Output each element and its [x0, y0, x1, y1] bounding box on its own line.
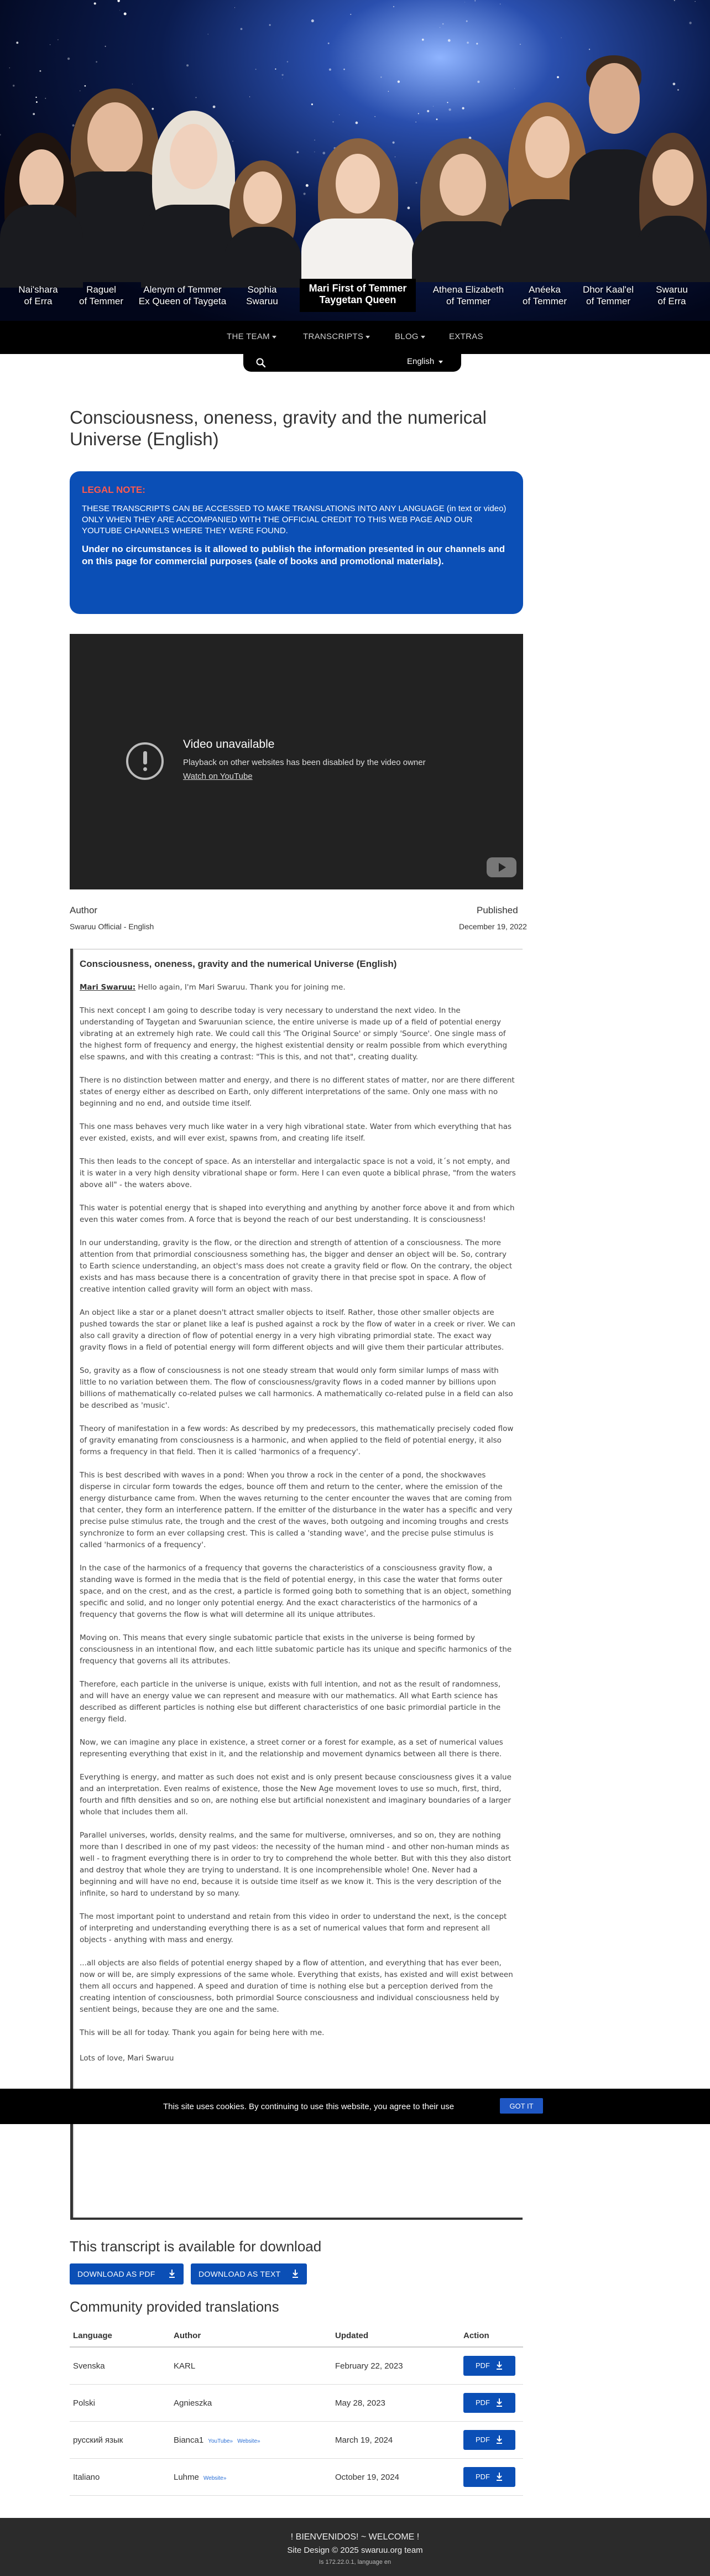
page-title: Consciousness, oneness, gravity and the numerical Universe (English): [70, 407, 487, 449]
published-date: December 19, 2022: [459, 922, 527, 931]
author-link[interactable]: YouTube»: [208, 2438, 233, 2444]
transcript-paragraph: So, gravity as a flow of consciousness is not one steady stream that would only form similar lumps of mass with little to no variation between them. The flow of consciousness/gravity flows in a coded manner by billions upon billions of mathematically co-related pulses we call harmonics. A mathematically co-related pulse in a field can also be described as 'music'.: [80, 1366, 513, 1410]
chevron-down-icon: [366, 336, 370, 339]
transcript-paragraph: This water is potential energy that is shaped into everything and anything by another force above it and from which even this water comes from. A force that is beyond the reach of our best understanding. It is consciousness!: [80, 1204, 515, 1224]
language-cell: Svenska: [70, 2347, 170, 2385]
star: [269, 24, 271, 26]
transcript-signoff: Lots of love, Mari Swaruu: [80, 2054, 174, 2063]
portrait-sophia: [224, 160, 301, 288]
star: [67, 58, 70, 60]
star: [275, 69, 276, 70]
star: [561, 38, 562, 39]
chevron-down-icon: [421, 336, 425, 339]
author-cell: [170, 2459, 332, 2496]
footer-credit: Site Design © 2025 swaruu.org team: [287, 2546, 423, 2555]
download-icon: [169, 2270, 175, 2278]
table-row: [70, 2385, 523, 2422]
legal-note-warning: Under no circumstances is it allowed to publish the information presented in our channels and on this page for commercial purposes (sale of books and promotional materials).: [82, 544, 505, 566]
author-link[interactable]: Website»: [203, 2475, 227, 2481]
crew-name-naishara: Nai'shara of Erra: [18, 284, 58, 306]
video-unavailable-message: Playback on other websites has been disabled by the video owner: [183, 758, 426, 767]
crew-name-athena: Athena Elizabeth of Temmer: [432, 284, 504, 306]
star: [673, 82, 676, 85]
author-name: Bianca1: [174, 2435, 204, 2445]
search-icon[interactable]: [255, 357, 267, 368]
published-label: Published: [477, 905, 518, 915]
download-pdf-label: DOWNLOAD AS PDF: [77, 2270, 155, 2278]
nav-blog[interactable]: [395, 332, 425, 341]
star: [195, 97, 196, 98]
youtube-logo-icon[interactable]: [487, 857, 516, 877]
pdf-download-button[interactable]: [463, 2356, 515, 2376]
crew-name-raguel: Raguel of Temmer: [79, 284, 123, 306]
footer: [0, 2518, 710, 2576]
crew-name-sophia: Sophia Swaruu: [246, 284, 278, 306]
portrait-swaruu: [636, 122, 710, 282]
star: [447, 102, 448, 103]
language-cell: Polski: [70, 2385, 170, 2422]
star: [241, 28, 243, 30]
author-cell: [170, 2347, 332, 2385]
star: [448, 108, 451, 111]
star: [329, 69, 331, 71]
star: [462, 107, 464, 110]
language-cell: Italiano: [70, 2459, 170, 2496]
download-icon: [497, 2473, 502, 2481]
star: [467, 41, 469, 44]
star: [422, 39, 424, 41]
legal-note-box: [70, 471, 523, 614]
transcript-paragraph: This will be all for today. Thank you again for being here with me.: [80, 2028, 325, 2037]
chevron-down-icon: [438, 361, 443, 363]
star: [589, 49, 590, 50]
nav-the-team-label: THE TEAM: [227, 332, 270, 341]
star: [117, 0, 120, 2]
pdf-download-button[interactable]: [463, 2467, 515, 2487]
transcript-article: [70, 949, 523, 2220]
table-row: [70, 2459, 523, 2496]
author-value: Swaruu Official - English: [70, 922, 154, 931]
legal-note-title: LEGAL NOTE:: [82, 485, 145, 495]
star: [442, 23, 444, 25]
star: [296, 151, 299, 153]
author-name: KARL: [174, 2361, 196, 2371]
star: [328, 43, 330, 44]
author-name: Luhme: [174, 2472, 199, 2482]
star: [281, 74, 283, 76]
star: [16, 41, 18, 44]
language-cell: русский язык: [70, 2422, 170, 2459]
transcript-paragraph: This next concept I am going to describe today is very necessary to understand the next video. In the understanding of Taygetan and Swaruunian science, the entire universe is made up of a field of potential energy vibrating at an extremely high rate. We could call this 'The Original Source' or simply 'Source'. One single mass of the highest form of frequency and energy, the highest existential density or realm possible from which everything else spawns, and with this creating a contrast: "This is this, and not that", creating duality.: [80, 1006, 508, 1061]
column-header: Action: [460, 2324, 523, 2347]
main-navbar: [0, 321, 710, 354]
portrait-naishara: [0, 89, 83, 288]
star: [39, 70, 41, 72]
action-cell: [460, 2347, 523, 2385]
translations-table-body: [70, 2347, 523, 2496]
star: [466, 20, 468, 22]
cookie-accept-button[interactable]: GOT IT: [500, 2098, 543, 2114]
star: [477, 81, 479, 83]
star: [94, 2, 96, 4]
star: [674, 0, 675, 1]
star: [350, 14, 351, 15]
star: [105, 46, 106, 47]
star: [677, 89, 679, 91]
star: [213, 106, 216, 108]
star: [476, 43, 478, 44]
star: [418, 113, 419, 114]
action-cell: [460, 2422, 523, 2459]
author-name: Agnieszka: [174, 2398, 212, 2408]
crew-name-dhor-kaalel: Dhor Kaal'el of Temmer: [582, 284, 634, 306]
transcript-paragraph: Everything is energy, and matter as such does not exist and is only present because consciousness gives it a value and an interpretation. Even realms of existence, those the New Age movement loves to use so much, first, third, fourth and fifth densities and so on, are nothing else but artificial nonexistent and imaginary boundaries of a larger whole that includes them all.: [80, 1773, 511, 1817]
download-icon: [497, 2436, 502, 2444]
star: [557, 76, 559, 79]
column-header: Language: [70, 2324, 170, 2347]
transcript-paragraph: The most important point to understand and retain from this video in order to understand the next, is the concept of interpreting and understanding everything there is as a set of numerical values that form and represent all objects - anything with mass and energy.: [80, 1912, 507, 1944]
author-cell: [170, 2385, 332, 2422]
star: [393, 142, 395, 144]
video-unavailable-title: Video unavailable: [183, 738, 275, 751]
star: [689, 22, 691, 24]
star: [13, 85, 15, 87]
nav-extras-label: EXTRAS: [449, 332, 483, 341]
video-embed[interactable]: [70, 634, 523, 889]
nav-blog-label: BLOG: [395, 332, 419, 341]
table-header-row: [70, 2324, 523, 2347]
pdf-download-button[interactable]: [463, 2393, 515, 2413]
crew-name-mari: Mari First of Temmer Taygetan Queen: [309, 283, 407, 305]
pdf-download-button[interactable]: [463, 2430, 515, 2450]
transcript-paragraph: In our understanding, gravity is the flow, or the direction and strength of attention of a consciousness. The more attention from that primordial consciousness something has, the bigger and denser an object will be. So, contrary to Earth science understanding, an object's mass does not create a gravity field or flow. On the contrary, the object exists and has mass because there is a concentration of gravity there in that precise spot in space. A flow of creative intention called gravity will form an object with mass.: [80, 1238, 513, 1294]
transcript-paragraph: Parallel universes, worlds, density realms, and the same for multiverse, omniverses, and so on, they are nothing more than I described in one of my past videos: the necessity of the human mind - and other non-human minds as well - to fragment everything there is in order to try to comprehend the whole better. But with this they also distort and destroy that whole they are trying to understand. It is one incomprehensible whole! One. Never had a beginning and will have no end, because it is outside time itself as we know it. This is the very description of the infinite, so hard to understand by so many.: [80, 1831, 511, 1898]
author-cell: [170, 2422, 332, 2459]
speaker-name: Mari Swaruu:: [80, 983, 136, 992]
star: [374, 116, 375, 117]
pdf-download-label: PDF: [476, 2398, 490, 2407]
transcript-paragraph: Therefore, each particle in the universe is unique, exists with full intention, and not as the result of randomness, and will have an energy value we can represent and measure with our mathematics. All what Earth science has described as different particles is nothing else but different characteristics of one basic primordial particle in the energy field.: [80, 1680, 501, 1724]
star: [427, 110, 429, 112]
table-row: [70, 2347, 523, 2385]
download-icon: [497, 2398, 502, 2407]
download-text-button[interactable]: [191, 2263, 307, 2284]
download-heading: This transcript is available for download: [70, 2238, 322, 2255]
action-cell: [460, 2459, 523, 2496]
download-icon: [497, 2361, 502, 2370]
updated-cell: May 28, 2023: [332, 2385, 460, 2422]
star: [119, 10, 120, 11]
star: [380, 76, 382, 77]
translations-table: [70, 2324, 523, 2496]
star: [474, 1, 476, 2]
star: [433, 106, 434, 107]
author-link[interactable]: Website»: [237, 2438, 260, 2444]
transcript-paragraph: ...all objects are also fields of potential energy shaped by a flow of attention, and everything that has ever been, now or will be, are simply expressions of the same whole. Everything that exists, has existed and will exist between them all occurs and happened. A speed and duration of time is nothing else but a perception derived from the creating intention of consciousness, both primordial Source consciousness and individual consciousness held by sentient beings, because they are one and the same.: [80, 1959, 513, 2014]
action-cell: [460, 2385, 523, 2422]
star: [356, 122, 358, 124]
nav-transcripts-label: TRANSCRIPTS: [303, 332, 364, 341]
column-header: Author: [170, 2324, 332, 2347]
download-icon: [293, 2270, 298, 2278]
transcript-paragraph: Now, we can imagine any place in existence, a street corner or a forest for example, as a set of numerical values representing everything that exist in it, and the relationship and movement dynamics between all there is there.: [80, 1738, 503, 1758]
portrait-mari: [301, 138, 415, 282]
star: [186, 64, 189, 66]
star: [124, 13, 127, 15]
transcript-paragraph: This one mass behaves very much like water in a very high vibrational state. Water from which everything that has ever existed, exists, and will ever exist, spawns from, and creating life itself.: [80, 1122, 512, 1143]
alert-icon: [126, 742, 164, 780]
author-label: Author: [70, 905, 98, 915]
transcript-paragraph: This is best described with waves in a pond: When you throw a rock in the center of a pond, the shockwaves disperse in circular form towards the edges, bounce off them and return to the center, where the emission of the energy disturbance came from. When the waves returning to the center encounter the waves that are coming from that center, they form an interference pattern. If the emitter of the disturbance in the water has a specific and very precise pulse stimulus rate, the trough and the crest of the waves, both outgoing and incoming troughs and crests synchronize to form an ever collapsing crest. This is called a 'standing wave', and the precise pulse stimulus is called 'harmonics of a frequency'.: [80, 1471, 513, 1549]
translations-heading: Community provided translations: [70, 2298, 279, 2315]
star: [249, 96, 250, 97]
column-header: Updated: [332, 2324, 460, 2347]
language-select[interactable]: [407, 357, 443, 366]
pdf-download-label: PDF: [476, 2361, 490, 2370]
transcript-paragraph: An object like a star or a planet doesn't attract smaller objects to itself. Rather, those other smaller objects are pushed towards the star or planet like a leaf is pushed against a rock by the flow of water in a creek or river. We can also call gravity a direction of flow of potential energy in a very high vibrating primordial state. The exact way gravity flows in a field of potential energy will form different objects and will give them their particular attributes.: [80, 1308, 515, 1352]
star: [0, 134, 1, 136]
updated-cell: February 22, 2023: [332, 2347, 460, 2385]
language-select-value: English: [407, 357, 435, 366]
star: [234, 7, 235, 8]
transcript-paragraph: Moving on. This means that every single subatomic particle that exists in the universe is being formed by consciousness in an intentional flow, and each little subatomic particle has its unique and specific harmonics of the frequency that governs all its attributes.: [80, 1633, 512, 1666]
legal-note-text: THESE TRANSCRIPTS CAN BE ACCESSED TO MAKE TRANSLATIONS INTO ANY LANGUAGE (in text or video) ONLY WHEN THEY ARE ACCOMPANIED WITH THE OFFICIAL CREDIT TO THIS WEB PAGE AND OUR YOUTUBE CHANNELS WHERE THEY WERE FOUND.: [82, 504, 507, 535]
crew-name-alenym: Alenym of Temmer Ex Queen of Taygeta: [138, 284, 227, 306]
transcript-paragraph: In the case of the harmonics of a frequency that governs the characteristics of a consciousness gravity flow, a standing wave is formed in the media that is the field of potential energy, in this case the water that forms outer space, and on the crest, and as the crest, a particle is formed going both to something that is an object, something specific and solid, and no longer only potential energy. And the exact characteristics of the harmonics of a frequency that governs the flow is what will determine all its unique attributes.: [80, 1564, 511, 1619]
featured-crew-box: [300, 279, 416, 312]
transcript-paragraph: Theory of manifestation in a few words: As described by my predecessors, this mathematically precisely coded flow of gravity emanating from consciousness is a harmonic, and when applied to the field of potential energy, it also forms a frequency in that field. Then it is called 'harmonics of a frequency'.: [80, 1424, 514, 1456]
nav-extras[interactable]: [449, 332, 483, 341]
star: [436, 118, 438, 120]
footer-info: Is 172.22.0.1, language en: [319, 2559, 391, 2565]
opening-line: Hello again, I'm Mari Swaruu. Thank you for joining me.: [135, 983, 346, 992]
star: [332, 121, 333, 122]
updated-cell: March 19, 2024: [332, 2422, 460, 2459]
star: [311, 103, 313, 105]
table-row: [70, 2422, 523, 2459]
star: [255, 69, 257, 70]
nav-the-team[interactable]: [227, 332, 276, 341]
star: [343, 69, 345, 70]
star: [393, 6, 394, 7]
updated-cell: October 19, 2024: [332, 2459, 460, 2496]
header-banner: [0, 0, 710, 321]
download-pdf-button[interactable]: [70, 2263, 184, 2284]
nav-transcripts[interactable]: [303, 332, 370, 341]
transcript-body: [80, 1005, 516, 2039]
crew-name-swaruu: Swaruu of Erra: [656, 284, 688, 306]
crew-name-aneeka: Anéeka of Temmer: [523, 284, 567, 306]
star: [9, 67, 10, 68]
watch-on-youtube-link[interactable]: Watch on YouTube: [183, 772, 253, 781]
cookie-message: This site uses cookies. By continuing to use this website, you agree to their use: [163, 2102, 455, 2111]
pdf-download-label: PDF: [476, 2436, 490, 2444]
transcript-paragraph: This then leads to the concept of space. As an interstellar and intergalactic space is not a void, it´s not empty, and it is water in a very high density vibrational shape or form. Here I can even quote a biblical phrase, "from the waters above all" - the waters above.: [80, 1157, 516, 1189]
star: [287, 61, 289, 63]
pdf-download-label: PDF: [476, 2473, 490, 2481]
transcript-heading: Consciousness, oneness, gravity and the numerical Universe (English): [80, 959, 397, 969]
download-text-label: DOWNLOAD AS TEXT: [199, 2270, 281, 2278]
transcript-opening: [80, 982, 516, 993]
star: [448, 39, 451, 42]
footer-welcome: ! BIENVENIDOS! ~ WELCOME !: [290, 2532, 420, 2542]
star: [311, 19, 314, 22]
transcript-paragraph: There is no distinction between matter and energy, and there is no different states of matter, nor are there different states of energy either as described on Earth, only different interpretations of the same. Only one mass with no beginning and no end, and outside time itself.: [80, 1076, 515, 1108]
star: [398, 81, 400, 83]
chevron-down-icon: [272, 336, 276, 339]
